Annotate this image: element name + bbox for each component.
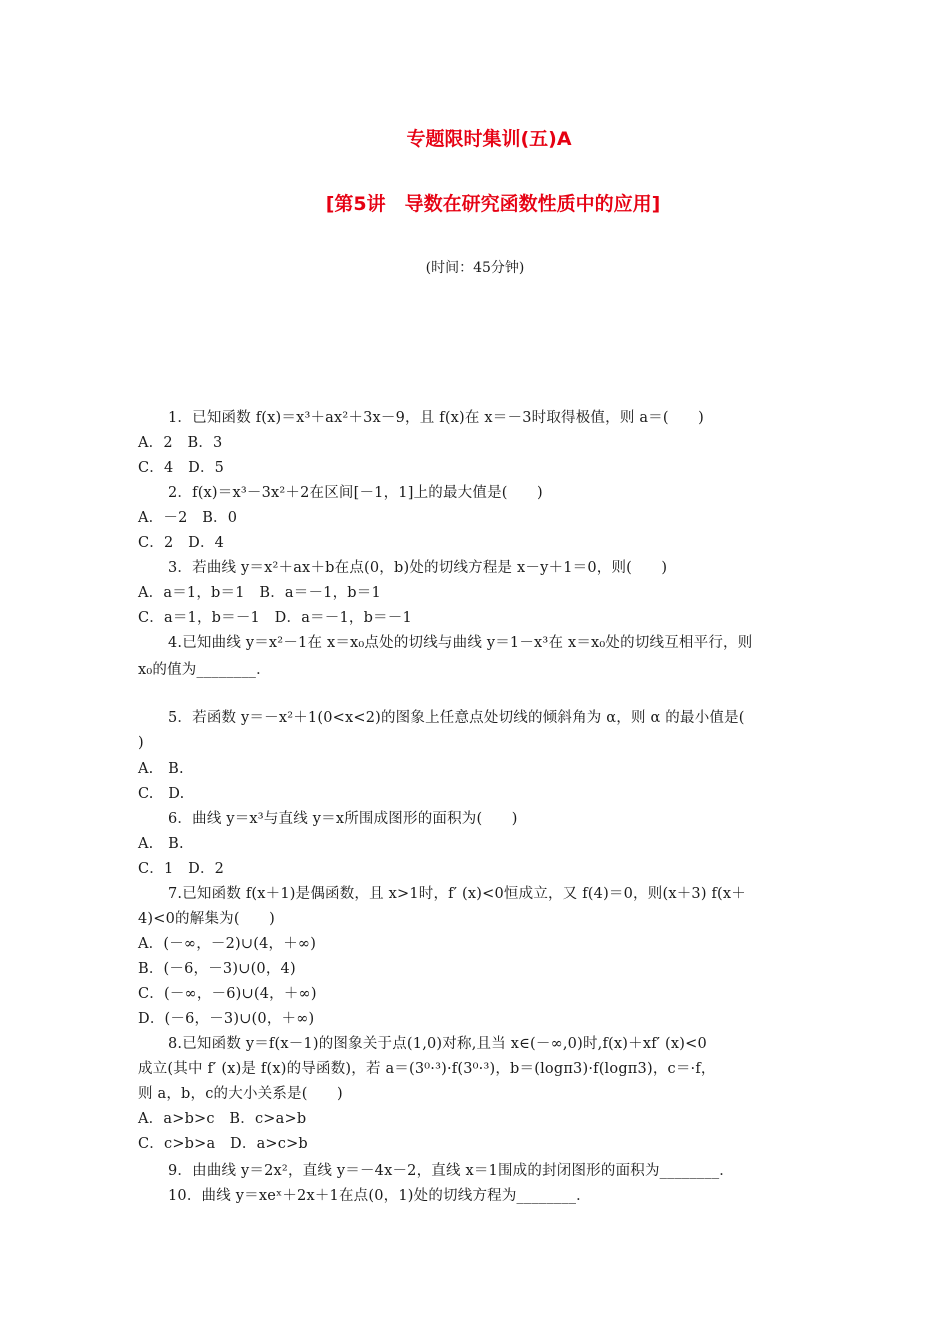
page-title: 专题限时集训(五)A [406, 128, 572, 150]
question-7-option-a: A．(－∞，－2)∪(4，＋∞) [138, 936, 317, 952]
question-2-stem: 2．f(x)＝x³－3x²＋2在区间[－1，1]上的最大值是( ) [168, 485, 543, 501]
question-7-option-d: D．(－6，－3)∪(0，＋∞) [138, 1011, 315, 1027]
question-7-option-b: B．(－6，－3)∪(0，4) [138, 961, 296, 977]
question-5-stem-cont: ) [138, 735, 144, 751]
question-5-stem: 5．若函数 y＝－x²＋1(0<x<2)的图象上任意点处切线的倾斜角为 α，则 α 的最小值是( [168, 710, 745, 726]
question-9-stem: 9．由曲线 y＝2x²，直线 y＝－4x－2，直线 x＝1围成的封闭图形的面积为________． [168, 1163, 734, 1179]
question-6-options-cd: C．1 D．2 [138, 861, 225, 877]
question-8-stem-cont: 成立(其中 f′ (x)是 f(x)的导函数)，若 a＝(3⁰·³)·f(3⁰·³)，b＝(logπ3)·f(logπ3)，c＝·f， [138, 1061, 716, 1077]
question-1-stem: 1．已知函数 f(x)＝x³＋ax²＋3x－9，且 f(x)在 x＝－3时取得极值，则 a＝( ) [168, 410, 704, 426]
time-note: (时间：45分钟) [425, 260, 525, 276]
question-1-options-ab: A．2 B．3 [138, 435, 223, 451]
question-3-stem: 3．若曲线 y＝x²＋ax＋b在点(0，b)处的切线方程是 x－y＋1＝0，则( ) [168, 560, 668, 576]
question-10-stem: 10．曲线 y＝xeˣ＋2x＋1在点(0，1)处的切线方程为________． [168, 1188, 591, 1204]
question-6-options-ab: A. B. [138, 836, 184, 852]
question-5-options-cd: C. D. [138, 786, 185, 802]
question-1-options-cd: C．4 D．5 [138, 460, 225, 476]
question-8-options-ab: A．a>b>c B．c>a>b [138, 1111, 307, 1127]
question-2-options-cd: C．2 D．4 [138, 535, 225, 551]
question-8-stem-cont-2: 则 a，b，c的大小关系是( ) [138, 1086, 343, 1102]
question-7-stem: 7.已知函数 f(x＋1)是偶函数，且 x>1时，f′ (x)<0恒成立，又 f(4)＝0，则(x＋3) f(x＋ [168, 886, 746, 902]
page-subtitle: [第5讲 导数在研究函数性质中的应用] [325, 193, 661, 215]
question-8-stem: 8.已知函数 y＝f(x－1)的图象关于点(1,0)对称,且当 x∈(－∞,0)时,f(x)＋xf′ (x)<0 [168, 1036, 707, 1052]
question-6-stem: 6．曲线 y＝x³与直线 y＝x所围成图形的面积为( ) [168, 811, 518, 827]
question-3-options-ab: A．a＝1，b＝1 B．a＝－1，b＝1 [138, 585, 381, 601]
question-3-options-cd: C．a＝1，b＝－1 D．a＝－1，b＝－1 [138, 610, 412, 626]
question-2-options-ab: A．－2 B．0 [138, 510, 238, 526]
question-8-options-cd: C．c>b>a D．a>c>b [138, 1136, 308, 1152]
question-4-stem: 4.已知曲线 y＝x²－1在 x＝x₀点处的切线与曲线 y＝1－x³在 x＝x₀处的切线互相平行，则 [168, 635, 753, 651]
question-4-stem-cont: x₀的值为________． [138, 662, 271, 678]
question-7-option-c: C．(－∞，－6)∪(4，＋∞) [138, 986, 317, 1002]
question-7-stem-cont: 4)<0的解集为( ) [138, 911, 275, 927]
question-5-options-ab: A. B. [138, 761, 184, 777]
